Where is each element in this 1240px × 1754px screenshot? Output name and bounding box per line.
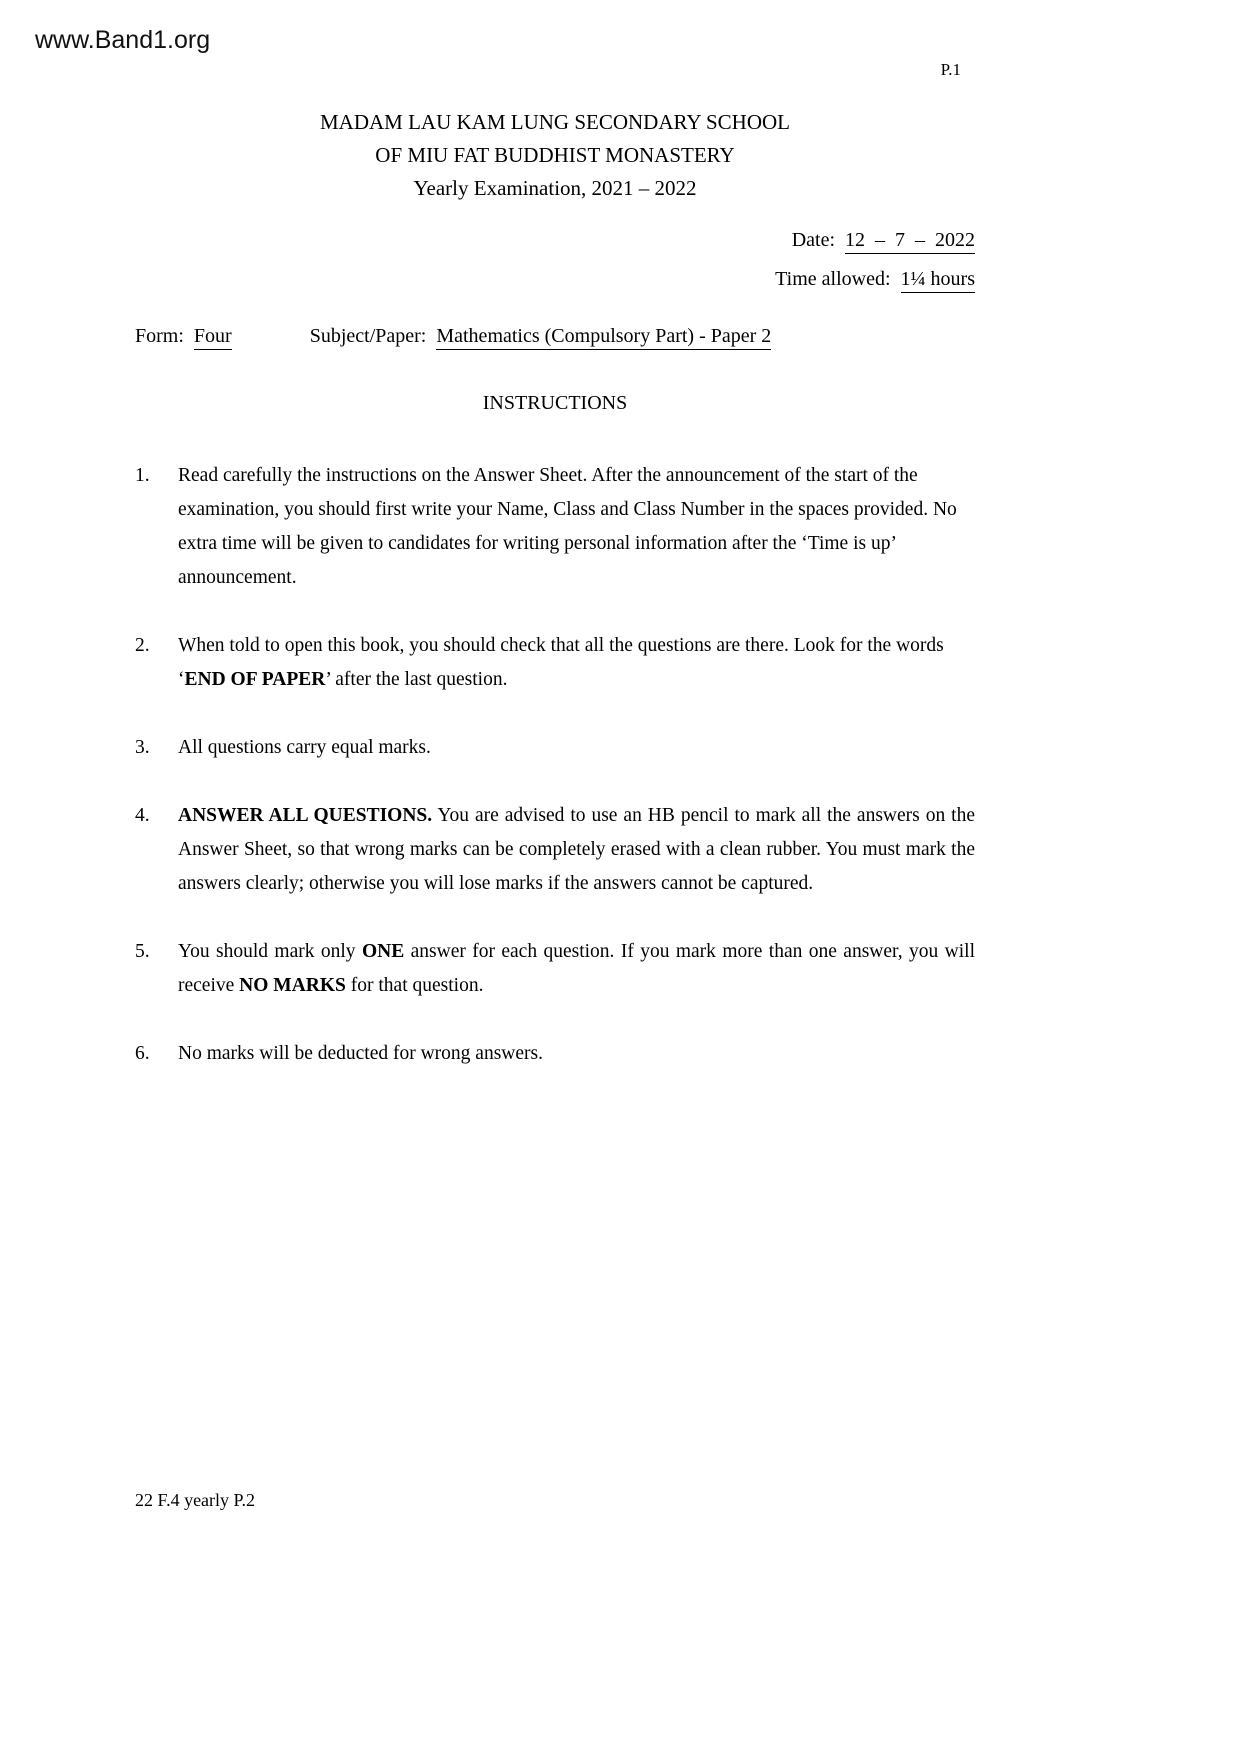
- instruction-number: 6.: [135, 1043, 150, 1064]
- instruction-number: 4.: [135, 805, 150, 826]
- subject-label: Subject/Paper:: [309, 325, 427, 347]
- instruction-number: 1.: [135, 465, 150, 486]
- instruction-text: ANSWER ALL QUESTIONS. You are advised to use an HB pencil to mark all the answers on the Answer Sheet, so that wrong marks can be completely erased with a clean rubber. You must mark the answers clearly; otherwise you will lose marks if the answers cannot be captured.: [178, 805, 975, 894]
- date-value: 12 – 7 – 2022: [845, 229, 975, 254]
- subject-group: [310, 325, 772, 347]
- instruction-text: You should mark only ONE answer for each question. If you mark more than one answer, you will receive NO MARKS for that question.: [178, 941, 975, 996]
- footer-text: 22 F.4 yearly P.2: [135, 1490, 256, 1510]
- form-subject-line: [135, 325, 975, 348]
- instruction-text: When told to open this book, you should check that all the questions are there. Look for the words ‘END OF PAPER’ after the last question.: [178, 635, 944, 690]
- instruction-text: Read carefully the instructions on the Answer Sheet. After the announcement of the start of the examination, you should first write your Name, Class and Class Number in the spaces provided. No extra time will be given to candidates for writing personal information after the ‘Time is up’ announcement.: [178, 465, 957, 588]
- date-line: [135, 229, 975, 252]
- subject-value: Mathematics (Compulsory Part) - Paper 2: [436, 325, 771, 350]
- instruction-item: [135, 935, 975, 1003]
- time-allowed-label: Time allowed:: [775, 268, 891, 290]
- instruction-text: No marks will be deducted for wrong answers.: [178, 1043, 543, 1064]
- instruction-item: [135, 799, 975, 901]
- date-label: Date:: [791, 229, 835, 251]
- instructions-title: INSTRUCTIONS: [482, 392, 628, 414]
- instruction-item: [135, 629, 975, 697]
- watermark: www.Band1.org: [35, 26, 211, 54]
- instruction-number: 5.: [135, 941, 150, 962]
- instruction-item: [135, 1037, 975, 1071]
- time-allowed-line: [135, 268, 975, 291]
- header: [135, 106, 975, 205]
- instruction-number: 3.: [135, 737, 150, 758]
- time-allowed-value: 1¼ hours: [901, 268, 975, 293]
- form-label: Form:: [135, 325, 184, 347]
- school-name-line-2: OF MIU FAT BUDDHIST MONASTERY: [375, 143, 735, 167]
- form-group: [135, 325, 232, 347]
- instructions-list: [135, 459, 975, 1071]
- content-area: [135, 0, 975, 1105]
- school-name-line-1: MADAM LAU KAM LUNG SECONDARY SCHOOL: [320, 110, 790, 134]
- instruction-item: [135, 731, 975, 765]
- exam-title: Yearly Examination, 2021 – 2022: [413, 176, 697, 200]
- instruction-item: [135, 459, 975, 595]
- page-number: P.1: [940, 60, 961, 79]
- instruction-text: All questions carry equal marks.: [178, 737, 431, 758]
- instruction-number: 2.: [135, 635, 150, 656]
- form-value: Four: [194, 325, 232, 350]
